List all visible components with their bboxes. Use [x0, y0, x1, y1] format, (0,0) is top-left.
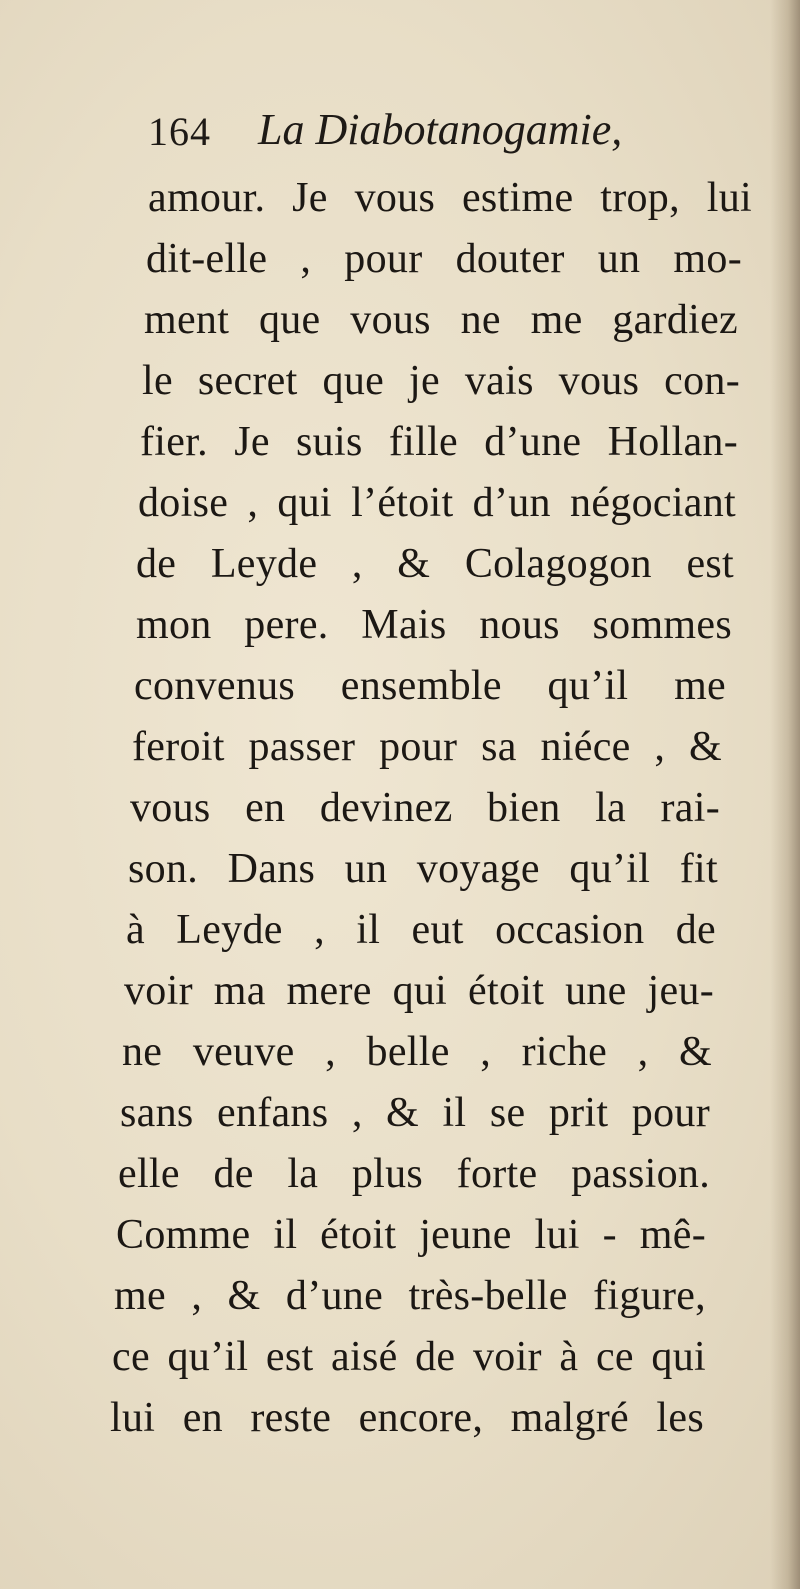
text-line: doise , qui l’étoit d’un négociant — [138, 480, 736, 526]
text-line: à Leyde , il eut occasion de — [126, 907, 716, 953]
text-line: amour. Je vous estime trop, lui — [148, 175, 752, 221]
body-text — [110, 168, 750, 1449]
page-gutter-shadow — [770, 0, 800, 1589]
text-line: vous en devinez bien la rai- — [130, 785, 720, 831]
text-line: convenus ensemble qu’il me — [134, 663, 726, 709]
text-line: dit-elle , pour douter un mo- — [146, 236, 742, 282]
page-number: 164 — [148, 109, 211, 154]
text-line: elle de la plus forte passion. — [118, 1151, 710, 1197]
text-line: le secret que je vais vous con- — [142, 358, 740, 404]
text-line: sans enfans , & il se prit pour — [120, 1090, 710, 1136]
text-line: me , & d’une très-belle figure, — [114, 1273, 706, 1319]
running-title: La Diabotanogamie, — [258, 105, 623, 154]
text-line: ce qu’il est aisé de voir à ce qui — [112, 1334, 706, 1380]
text-line: ment que vous ne me gardiez — [144, 297, 738, 343]
text-line: ne veuve , belle , riche , & — [122, 1029, 712, 1075]
text-line: feroit passer pour sa niéce , & — [132, 724, 722, 770]
text-line: voir ma mere qui étoit une jeu- — [124, 968, 714, 1014]
text-line: lui en reste encore, malgré les — [110, 1395, 704, 1441]
text-line: fier. Je suis fille d’une Hollan- — [140, 419, 738, 465]
page-header — [148, 100, 688, 170]
text-line: mon pere. Mais nous sommes — [136, 602, 732, 648]
text-line: son. Dans un voyage qu’il fit — [128, 846, 718, 892]
text-line: Comme il étoit jeune lui - mê- — [116, 1212, 706, 1258]
text-line: de Leyde , & Colagogon est — [136, 541, 734, 587]
